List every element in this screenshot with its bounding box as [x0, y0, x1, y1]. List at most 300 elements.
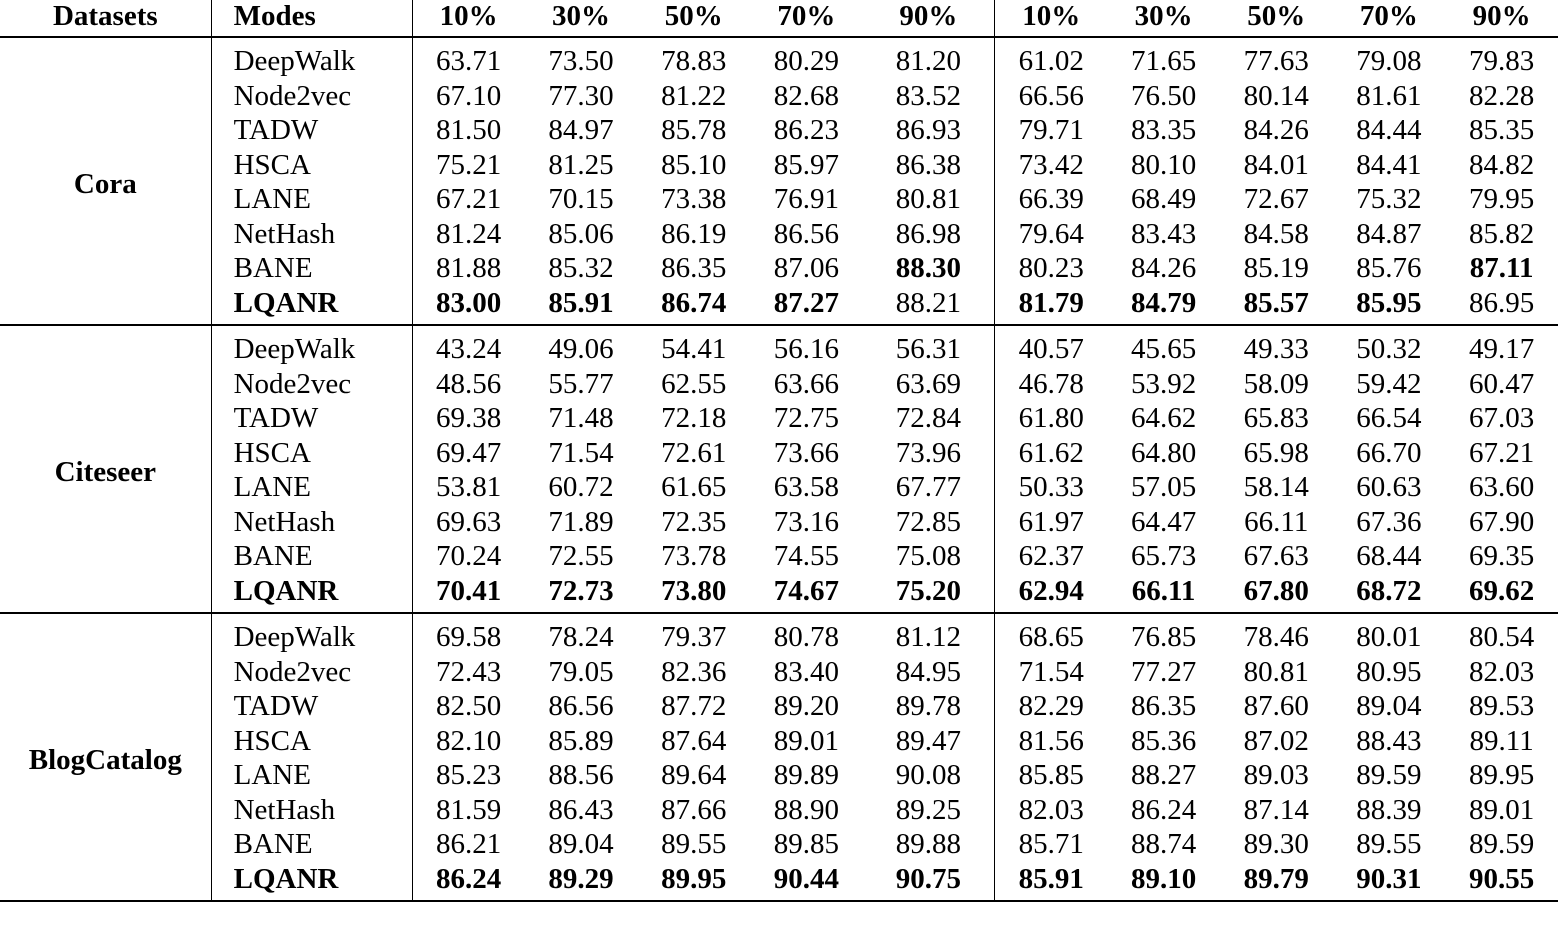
value-cell: 61.65 [661, 471, 727, 503]
value-cell: 81.59 [436, 793, 502, 826]
table-row [0, 286, 1558, 326]
value-cell: 89.78 [863, 689, 995, 724]
value-cell: 85.10 [661, 148, 727, 181]
value-cell: 81.22 [661, 79, 727, 112]
mode-name: Node2vec [211, 655, 412, 690]
mode-name: LANE [211, 470, 412, 505]
value-cell: 89.55 [661, 828, 727, 860]
value-cell: 81.88 [436, 252, 502, 284]
value-cell: 80.78 [773, 621, 839, 653]
value-cell: 86.95 [1469, 286, 1535, 319]
value-cell: 72.84 [863, 401, 995, 436]
value-cell: 86.24 [436, 862, 502, 895]
table-row [0, 655, 1558, 690]
dataset-group [0, 37, 1558, 325]
value-cell: 79.83 [1469, 45, 1535, 77]
value-cell: 73.38 [661, 183, 727, 215]
value-cell: 88.21 [863, 286, 995, 326]
value-cell: 87.14 [1243, 793, 1309, 826]
value-cell: 79.08 [1356, 45, 1422, 77]
value-cell: 86.56 [548, 690, 614, 722]
value-cell: 80.95 [1356, 655, 1422, 688]
value-cell: 89.59 [1356, 759, 1422, 791]
value-cell: 73.78 [661, 540, 727, 572]
value-cell: 85.36 [1130, 724, 1197, 757]
value-cell: 68.44 [1356, 540, 1422, 572]
value-cell: 88.27 [1130, 759, 1197, 791]
value-cell: 67.77 [863, 470, 995, 505]
value-cell: 86.43 [548, 793, 614, 826]
value-cell: 84.95 [863, 655, 995, 690]
value-cell: 74.67 [773, 574, 839, 607]
value-cell: 85.32 [548, 252, 614, 284]
value-cell: 68.72 [1356, 574, 1422, 607]
value-cell: 84.97 [548, 114, 614, 146]
value-cell: 87.64 [661, 724, 727, 757]
value-cell: 80.29 [773, 45, 839, 77]
mode-name: NetHash [211, 505, 412, 540]
value-cell: 65.98 [1243, 436, 1309, 469]
value-cell: 72.85 [863, 505, 995, 540]
value-cell: 85.95 [1356, 286, 1422, 319]
value-cell: 89.25 [863, 793, 995, 828]
value-cell: 80.81 [1243, 655, 1309, 688]
value-cell: 53.81 [436, 471, 502, 503]
value-cell: 71.65 [1130, 45, 1197, 77]
value-cell: 89.01 [773, 724, 839, 757]
value-cell: 72.61 [661, 436, 727, 469]
value-cell: 90.55 [1469, 862, 1535, 895]
value-cell: 89.04 [548, 828, 614, 860]
value-cell: 55.77 [548, 367, 614, 400]
value-cell: 73.50 [548, 45, 614, 77]
value-cell: 81.50 [436, 114, 502, 146]
value-cell: 58.14 [1243, 471, 1309, 503]
value-cell: 87.06 [773, 252, 839, 284]
header-col: 10% [412, 0, 525, 37]
value-cell: 81.56 [1018, 724, 1084, 757]
table-row [0, 113, 1558, 148]
table-row [0, 436, 1558, 471]
value-cell: 67.63 [1243, 540, 1309, 572]
value-cell: 40.57 [1018, 333, 1084, 365]
dataset-group [0, 325, 1558, 613]
value-cell: 81.24 [436, 217, 502, 250]
value-cell: 79.05 [548, 655, 614, 688]
value-cell: 69.63 [436, 505, 502, 538]
value-cell: 85.97 [773, 148, 839, 181]
value-cell: 62.37 [1018, 540, 1084, 572]
mode-name: LQANR [211, 574, 412, 614]
mode-name: BANE [211, 539, 412, 574]
value-cell: 82.36 [661, 655, 727, 688]
header-col: 50% [1220, 0, 1333, 37]
header-col: 30% [525, 0, 638, 37]
value-cell: 80.01 [1356, 621, 1422, 653]
value-cell: 85.85 [1018, 759, 1084, 791]
value-cell: 82.50 [436, 690, 502, 722]
mode-name: NetHash [211, 217, 412, 252]
value-cell: 78.24 [548, 621, 614, 653]
table-row [0, 148, 1558, 183]
value-cell: 88.39 [1356, 793, 1422, 826]
value-cell: 83.35 [1130, 114, 1197, 146]
value-cell: 75.08 [863, 539, 995, 574]
value-cell: 73.80 [661, 574, 727, 607]
value-cell: 72.43 [436, 655, 502, 688]
value-cell: 86.98 [863, 217, 995, 252]
value-cell: 60.72 [548, 471, 614, 503]
table-row [0, 401, 1558, 436]
table-row [0, 217, 1558, 252]
table-row [0, 613, 1558, 655]
value-cell: 82.03 [1469, 655, 1535, 688]
value-cell: 72.35 [661, 505, 727, 538]
header-col: 50% [637, 0, 750, 37]
value-cell: 85.91 [548, 286, 614, 319]
value-cell: 49.17 [1469, 333, 1535, 365]
value-cell: 72.55 [548, 540, 614, 572]
value-cell: 64.62 [1130, 402, 1197, 434]
value-cell: 54.41 [661, 333, 727, 365]
value-cell: 65.83 [1243, 402, 1309, 434]
header-datasets: Datasets [0, 0, 211, 37]
table-row [0, 182, 1558, 217]
value-cell: 78.46 [1243, 621, 1309, 653]
value-cell: 73.66 [773, 436, 839, 469]
value-cell: 77.63 [1243, 45, 1309, 77]
value-cell: 79.64 [1018, 217, 1084, 250]
mode-name: DeepWalk [211, 325, 412, 367]
table-row [0, 251, 1558, 286]
value-cell: 76.85 [1130, 621, 1197, 653]
value-cell: 72.73 [548, 574, 614, 607]
table-row [0, 79, 1558, 114]
value-cell: 85.78 [661, 114, 727, 146]
value-cell: 70.15 [548, 183, 614, 215]
table-row [0, 37, 1558, 79]
value-cell: 86.74 [661, 286, 727, 319]
table-row [0, 862, 1558, 902]
value-cell: 89.01 [1469, 793, 1535, 826]
value-cell: 89.85 [773, 828, 839, 860]
value-cell: 86.35 [1130, 690, 1197, 722]
value-cell: 62.55 [661, 367, 727, 400]
value-cell: 88.90 [773, 793, 839, 826]
table-row [0, 724, 1558, 759]
value-cell: 79.37 [661, 621, 727, 653]
value-cell: 86.38 [863, 148, 995, 183]
value-cell: 86.56 [773, 217, 839, 250]
value-cell: 90.31 [1356, 862, 1422, 895]
table-row [0, 470, 1558, 505]
value-cell: 77.30 [548, 79, 614, 112]
value-cell: 84.58 [1243, 217, 1309, 250]
mode-name: Node2vec [211, 367, 412, 402]
value-cell: 66.39 [1018, 183, 1084, 215]
value-cell: 69.47 [436, 436, 502, 469]
table-row [0, 574, 1558, 614]
value-cell: 85.89 [548, 724, 614, 757]
header-col: 70% [750, 0, 863, 37]
value-cell: 89.29 [548, 862, 614, 895]
value-cell: 84.26 [1243, 114, 1309, 146]
value-cell: 72.75 [773, 402, 839, 434]
value-cell: 81.79 [1018, 286, 1084, 319]
value-cell: 67.36 [1356, 505, 1422, 538]
value-cell: 89.03 [1243, 759, 1309, 791]
value-cell: 89.55 [1356, 828, 1422, 860]
value-cell: 89.10 [1130, 862, 1197, 895]
value-cell: 79.95 [1469, 183, 1535, 215]
value-cell: 82.29 [1018, 690, 1084, 722]
value-cell: 63.58 [773, 471, 839, 503]
mode-name: NetHash [211, 793, 412, 828]
mode-name: HSCA [211, 724, 412, 759]
value-cell: 67.21 [1469, 436, 1535, 469]
value-cell: 85.82 [1469, 217, 1535, 250]
value-cell: 70.41 [436, 574, 502, 607]
header-row [0, 0, 1558, 37]
mode-name: LQANR [211, 862, 412, 902]
value-cell: 81.12 [863, 613, 995, 655]
mode-name: HSCA [211, 436, 412, 471]
value-cell: 79.71 [1018, 114, 1084, 146]
value-cell: 89.95 [1469, 759, 1535, 791]
value-cell: 73.96 [863, 436, 995, 471]
value-cell: 88.56 [548, 759, 614, 791]
value-cell: 67.21 [436, 183, 502, 215]
value-cell: 48.56 [436, 367, 502, 400]
value-cell: 88.74 [1130, 828, 1197, 860]
table-row [0, 758, 1558, 793]
value-cell: 83.52 [863, 79, 995, 114]
value-cell: 87.72 [661, 690, 727, 722]
header-col: 90% [863, 0, 995, 37]
value-cell: 89.30 [1243, 828, 1309, 860]
value-cell: 86.23 [773, 114, 839, 146]
value-cell: 46.78 [1018, 367, 1084, 400]
value-cell: 67.03 [1469, 402, 1535, 434]
value-cell: 69.35 [1469, 540, 1535, 572]
value-cell: 83.40 [773, 655, 839, 688]
value-cell: 74.55 [773, 540, 839, 572]
value-cell: 89.89 [773, 759, 839, 791]
value-cell: 61.80 [1018, 402, 1084, 434]
value-cell: 66.70 [1356, 436, 1422, 469]
value-cell: 89.59 [1469, 828, 1535, 860]
dataset-name: BlogCatalog [0, 613, 211, 901]
mode-name: HSCA [211, 148, 412, 183]
table-row [0, 539, 1558, 574]
value-cell: 75.32 [1356, 183, 1422, 215]
value-cell: 69.62 [1469, 574, 1535, 607]
value-cell: 89.47 [863, 724, 995, 759]
value-cell: 66.54 [1356, 402, 1422, 434]
value-cell: 69.58 [436, 621, 502, 653]
table-row [0, 827, 1558, 862]
value-cell: 81.25 [548, 148, 614, 181]
value-cell: 81.61 [1356, 79, 1422, 112]
value-cell: 82.03 [1018, 793, 1084, 826]
value-cell: 86.24 [1130, 793, 1197, 826]
value-cell: 43.24 [436, 333, 502, 365]
value-cell: 84.01 [1243, 148, 1309, 181]
header-col: 10% [995, 0, 1108, 37]
value-cell: 84.82 [1469, 148, 1535, 181]
value-cell: 64.47 [1130, 505, 1197, 538]
value-cell: 75.20 [863, 574, 995, 614]
value-cell: 82.10 [436, 724, 502, 757]
value-cell: 89.53 [1469, 690, 1535, 722]
value-cell: 76.50 [1130, 79, 1197, 112]
mode-name: LQANR [211, 286, 412, 326]
value-cell: 77.27 [1130, 655, 1197, 688]
value-cell: 73.16 [773, 505, 839, 538]
value-cell: 89.95 [661, 862, 727, 895]
value-cell: 84.41 [1356, 148, 1422, 181]
dataset-name: Cora [0, 37, 211, 325]
value-cell: 71.54 [1018, 655, 1084, 688]
value-cell: 89.04 [1356, 690, 1422, 722]
value-cell: 49.33 [1243, 333, 1309, 365]
value-cell: 67.10 [436, 79, 502, 112]
value-cell: 85.91 [1018, 862, 1084, 895]
value-cell: 75.21 [436, 148, 502, 181]
value-cell: 82.28 [1469, 79, 1535, 112]
mode-name: DeepWalk [211, 613, 412, 655]
value-cell: 87.11 [1469, 252, 1534, 284]
value-cell: 87.02 [1243, 724, 1309, 757]
value-cell: 66.56 [1018, 79, 1084, 112]
mode-name: Node2vec [211, 79, 412, 114]
value-cell: 61.02 [1018, 45, 1084, 77]
value-cell: 89.20 [773, 690, 839, 722]
value-cell: 62.94 [1018, 574, 1084, 607]
value-cell: 63.69 [863, 367, 995, 402]
value-cell: 90.75 [863, 862, 995, 902]
value-cell: 87.60 [1243, 690, 1309, 722]
value-cell: 57.05 [1130, 471, 1197, 503]
value-cell: 69.38 [436, 402, 502, 434]
value-cell: 87.66 [661, 793, 727, 826]
value-cell: 89.64 [661, 759, 727, 791]
value-cell: 90.08 [863, 758, 995, 793]
value-cell: 72.18 [661, 402, 727, 434]
value-cell: 70.24 [436, 540, 502, 572]
value-cell: 85.23 [436, 759, 502, 791]
mode-name: LANE [211, 758, 412, 793]
dataset-group [0, 613, 1558, 901]
value-cell: 84.26 [1130, 252, 1197, 284]
value-cell: 58.09 [1243, 367, 1309, 400]
value-cell: 60.63 [1356, 471, 1422, 503]
value-cell: 85.19 [1243, 252, 1309, 284]
header-col: 30% [1107, 0, 1220, 37]
value-cell: 71.89 [548, 505, 614, 538]
value-cell: 68.65 [1018, 621, 1084, 653]
value-cell: 78.83 [661, 45, 727, 77]
value-cell: 86.93 [863, 113, 995, 148]
value-cell: 67.90 [1469, 505, 1535, 538]
value-cell: 83.00 [436, 286, 502, 319]
value-cell: 85.57 [1243, 286, 1309, 319]
table-row [0, 325, 1558, 367]
value-cell: 73.42 [1018, 148, 1084, 181]
value-cell: 56.16 [773, 333, 839, 365]
header-col: 70% [1333, 0, 1446, 37]
value-cell: 86.21 [436, 828, 502, 860]
table-row [0, 367, 1558, 402]
value-cell: 63.66 [773, 367, 839, 400]
value-cell: 85.76 [1356, 252, 1422, 284]
table-row [0, 793, 1558, 828]
value-cell: 82.68 [773, 79, 839, 112]
mode-name: BANE [211, 251, 412, 286]
value-cell: 89.88 [863, 827, 995, 862]
value-cell: 84.44 [1356, 114, 1422, 146]
value-cell: 80.23 [1018, 252, 1084, 284]
value-cell: 80.81 [863, 182, 995, 217]
value-cell: 84.87 [1356, 217, 1422, 250]
value-cell: 86.19 [661, 217, 727, 250]
value-cell: 80.54 [1469, 621, 1535, 653]
value-cell: 90.44 [773, 862, 839, 895]
header-col: 90% [1445, 0, 1558, 37]
value-cell: 71.54 [548, 436, 614, 469]
value-cell: 66.11 [1131, 574, 1196, 607]
value-cell: 68.49 [1130, 183, 1197, 215]
value-cell: 88.30 [863, 251, 995, 286]
value-cell: 45.65 [1130, 333, 1197, 365]
value-cell: 50.33 [1018, 471, 1084, 503]
table-row [0, 689, 1558, 724]
table-row [0, 505, 1558, 540]
value-cell: 86.35 [661, 252, 727, 284]
value-cell: 49.06 [548, 333, 614, 365]
value-cell: 89.79 [1243, 862, 1309, 895]
value-cell: 50.32 [1356, 333, 1422, 365]
value-cell: 60.47 [1469, 367, 1535, 400]
value-cell: 71.48 [548, 402, 614, 434]
value-cell: 81.20 [863, 37, 995, 79]
value-cell: 84.79 [1130, 286, 1197, 319]
value-cell: 85.06 [548, 217, 614, 250]
value-cell: 59.42 [1356, 367, 1422, 400]
value-cell: 88.43 [1356, 724, 1422, 757]
value-cell: 64.80 [1130, 436, 1197, 469]
value-cell: 80.14 [1243, 79, 1309, 112]
mode-name: DeepWalk [211, 37, 412, 79]
value-cell: 53.92 [1130, 367, 1197, 400]
value-cell: 67.80 [1243, 574, 1309, 607]
value-cell: 76.91 [773, 183, 839, 215]
value-cell: 63.71 [436, 45, 502, 77]
value-cell: 83.43 [1130, 217, 1197, 250]
value-cell: 85.71 [1018, 828, 1084, 860]
value-cell: 56.31 [863, 325, 995, 367]
mode-name: TADW [211, 401, 412, 436]
value-cell: 72.67 [1243, 183, 1309, 215]
mode-name: TADW [211, 113, 412, 148]
value-cell: 87.27 [773, 286, 839, 319]
value-cell: 61.97 [1018, 505, 1084, 538]
header-modes: Modes [211, 0, 412, 37]
dataset-name: Citeseer [0, 325, 211, 613]
mode-name: LANE [211, 182, 412, 217]
mode-name: BANE [211, 827, 412, 862]
mode-name: TADW [211, 689, 412, 724]
